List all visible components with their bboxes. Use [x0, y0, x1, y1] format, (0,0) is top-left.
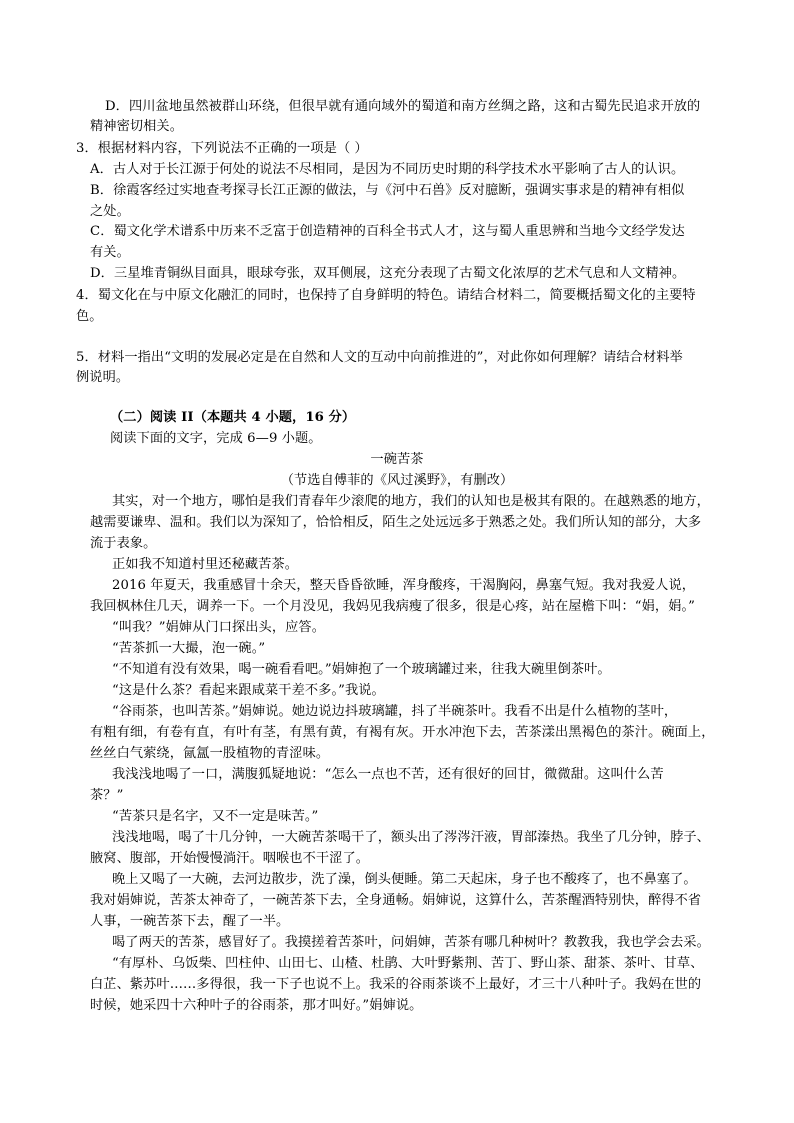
q3-option-c-line2: 有关。 — [90, 245, 130, 260]
q2-option-d-line1: D．四川盆地虽然被群山环绕，但很早就有通向域外的蜀道和南方丝绸之路，这和古蜀先民追求开放的 — [105, 99, 701, 114]
passage-line: “有厚朴、乌饭柴、凹柱仲、山田七、山楂、杜鹃、大叶野紫荆、苦丁、野山茶、甜茶、茶叶、甘草、 — [112, 956, 704, 971]
passage-title: 一碗苦茶 — [370, 452, 424, 467]
passage-line: 白芷、紫苏叶……多得很，我一下子也说不上。我采的谷雨茶谈不上最好，才三十八种叶子。我妈在世的 — [90, 977, 702, 992]
passage-line: 正如我不知道村里还秘藏苦茶。 — [112, 557, 299, 572]
q3-stem: 3．根据材料内容，下列说法不正确的一项是（ ） — [76, 141, 368, 156]
passage-line: 喝了两天的苦茶，感冒好了。我摸搓着苦茶叶，问娟婶，苦茶有哪几种树叶？教教我，我也学会去采。 — [112, 935, 710, 950]
passage-line: 我回枫林住几天，调养一下。一个月没见，我妈见我病瘦了很多，很是心疼，站在屋檐下叫：“娟，娟。” — [90, 599, 696, 614]
q4-line1: 4．蜀文化在与中原文化融汇的同时，也保持了自身鲜明的特色。请结合材料二，简要概括蜀文化的主要特 — [76, 288, 696, 303]
passage-line: 丝丝白气萦绕，氤氲一股植物的青涩味。 — [90, 746, 330, 761]
q2-option-d-line2: 精神密切相关。 — [90, 119, 184, 134]
section-heading: （二）阅读 II（本题共 4 小题，16 分） — [110, 410, 356, 425]
q3-option-b-line1: B．徐霞客经过实地查考探寻长江正源的做法，与《河中石兽》反对臆断，强调实事求是的精神有相似 — [90, 183, 685, 198]
passage-line: “谷雨茶，也叫苦茶。”娟婶说。她边说边抖玻璃罐，抖了半碗茶叶。我看不出是什么植物的茎叶， — [112, 704, 678, 719]
passage-line: 人事，一碗苦茶下去，醒了一半。 — [90, 914, 290, 929]
passage-line: 2016 年夏天，我重感冒十余天，整天昏昏欲睡，浑身酸疼，干渴胸闷，鼻塞气短。我对我爱人说， — [112, 578, 696, 593]
passage-line: 时候，她采四十六种叶子的谷雨茶，那才叫好。”娟婶说。 — [90, 998, 423, 1013]
passage-source: （节选自傅菲的《风过溪野》，有删改） — [280, 473, 514, 488]
passage-line: 茶？” — [90, 788, 124, 803]
passage-line: 有粗有细，有卷有直，有叶有茎，有黑有黄，有褐有灰。开水冲泡下去，苦茶漾出黑褐色的茶汁。碗面上， — [90, 725, 715, 740]
q4-line2: 色。 — [76, 309, 103, 324]
passage-line: “不知道有没有效果，喝一碗看看吧。”娟婶抱了一个玻璃罐过来，往我大碗里倒茶叶。 — [112, 662, 611, 677]
passage-line: “这是什么茶？看起来跟咸菜干差不多。”我说。 — [112, 683, 385, 698]
q5-line1: 5．材料一指出“文明的发展必定是在自然和人文的互动中向前推进的”，对此你如何理解？请结合材料举 — [76, 350, 683, 365]
q5-line2: 例说明。 — [76, 370, 130, 385]
q3-option-d: D．三星堆青铜纵目面具，眼球夸张，双耳侧展，这充分表现了古蜀文化浓厚的艺术气息和人文精神。 — [90, 266, 686, 281]
q3-option-a: A．古人对于长江源于何处的说法不尽相同，是因为不同历史时期的科学技术水平影响了古人的认识。 — [90, 162, 685, 177]
section-instruction: 阅读下面的文字，完成 6—9 小题。 — [110, 431, 322, 446]
passage-line: 晚上又喝了一大碗，去河边散步，洗了澡，倒头便睡。第二天起床，身子也不酸疼了，也不鼻塞了。 — [112, 872, 697, 887]
passage-line: 其实，对一个地方，哪怕是我们青春年少滚爬的地方，我们的认知也是极其有限的。在越熟悉的地方， — [112, 494, 710, 509]
passage-line: 越需要谦卑、温和。我们以为深知了，恰恰相反，陌生之处远远多于熟悉之处。我们所认知的部分，大多 — [90, 515, 702, 530]
q3-option-b-line2: 之处。 — [90, 204, 130, 219]
passage-line: 流于表象。 — [90, 536, 157, 551]
passage-line: 浅浅地喝，喝了十几分钟，一大碗苦茶喝干了，额头出了涔涔汗液，胃部溱热。我坐了几分钟，脖子、 — [112, 830, 710, 845]
passage-line: 我浅浅地喝了一口，满腹狐疑地说：“怎么一点也不苦，还有很好的回甘，微微甜。这叫什么苦 — [112, 767, 664, 782]
passage-line: 我对娟婶说，苦茶太神奇了，一碗苦茶下去，全身通畅。娟婶说，这算什么，苦茶醒酒特别快，醉得不省 — [90, 893, 702, 908]
q3-option-c-line1: C．蜀文化学术谱系中历来不乏富于创造精神的百科全书式人才，这与蜀人重思辨和当地今文经学发达 — [90, 224, 685, 239]
passage-line: 腋窝、腹部，开始慢慢淌汗。咽喉也不干涩了。 — [90, 851, 370, 866]
passage-line: “叫我？”娟婶从门口探出头，应答。 — [112, 620, 325, 635]
passage-line: “苦茶只是名字，又不一定是味苦。” — [112, 809, 319, 824]
passage-line: “苦茶抓一大撮，泡一碗。” — [112, 641, 266, 656]
